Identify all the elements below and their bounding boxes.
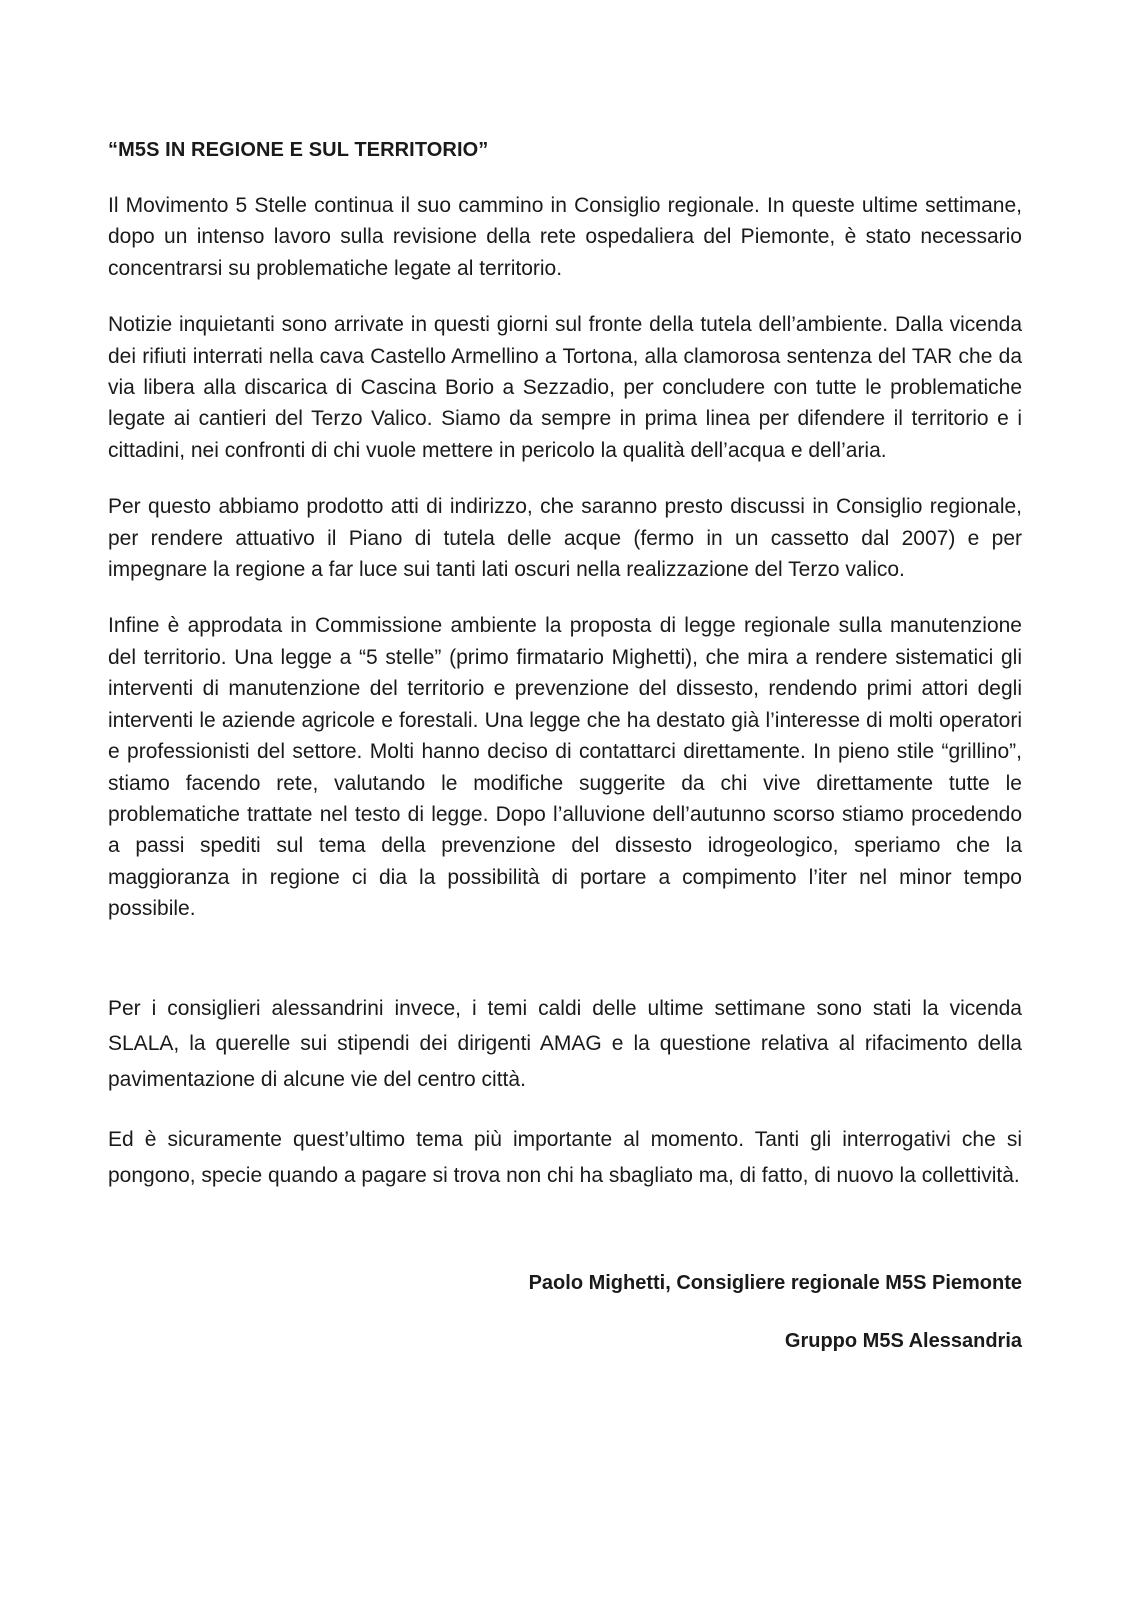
paragraph-intro: Il Movimento 5 Stelle continua il suo cammino in Consiglio regionale. In queste ultime settimane, dopo un intenso lavoro sulla revisione della rete ospedaliera del Piemonte, è stato necessario concentrarsi su problematiche legate al territorio. bbox=[108, 194, 1022, 280]
signature-group: Gruppo M5S Alessandria bbox=[784, 1330, 1022, 1353]
paragraph-conclusion: Ed è sicuramente quest’ultimo tema più importante al momento. Tanti gli interrogativi che si pongono, specie quando a pagare si trova non chi ha sbagliato ma, di fatto, di nuovo la collettività. bbox=[108, 1128, 1022, 1187]
paragraph-acts: Per questo abbiamo prodotto atti di indirizzo, che saranno presto discussi in Consiglio regionale, per rendere attuativo il Piano di tutela delle acque (fermo in un cassetto dal 2007) e per impegnare la regione a far luce sui tanti lati oscuri nella realizzazione del Terzo valico. bbox=[108, 495, 1022, 582]
paragraph-environment: Notizie inquietanti sono arrivate in questi giorni sul fronte della tutela dell’ambiente. Dalla vicenda dei rifiuti interrati nella cava Castello Armellino a Tortona, alla clamorosa sentenza del TAR che da via libera alla discarica di Cascina Borio a Sezzadio, per concludere con tutte le problematiche legate ai cantieri del Terzo Valico. Siamo da sempre in prima linea per difendere il territorio e i cittadini, nei confronti di chi vuole mettere in pericolo la qualità dell’acqua e dell’aria. bbox=[108, 313, 1022, 462]
paragraph-law: Infine è approdata in Commissione ambiente la proposta di legge regionale sulla manutenzione del territorio. Una legge a “5 stelle” (primo firmatario Mighetti), che mira a rendere sistematici gli interventi di manutenzione del territorio e prevenzione del dissesto, rendendo primi attori degli interventi le aziende agricole e forestali. Una legge che ha destato già l’interesse di molti operatori e professionisti del settore. Molti hanno deciso di contattarci direttamente. In pieno stile “grillino”, stiamo facendo rete, valutando le modifiche suggerite da chi vive direttamente tutte le problematiche trattate nel testo di legge. Dopo l’alluvione dell’autunno scorso stiamo procedendo a passi spediti sul tema della prevenzione del dissesto idrogeologico, speriamo che la maggioranza in regione ci dia la possibilità di portare a compimento l’iter nel minor tempo possibile. bbox=[108, 614, 1022, 921]
paragraph-alessandria: Per i consiglieri alessandrini invece, i temi caldi delle ultime settimane sono stati la vicenda SLALA, la querelle sui stipendi dei dirigenti AMAG e la questione relativa al rifacimento della pavimentazione di alcune vie del centro città. bbox=[108, 996, 1022, 1091]
document-title: “M5S IN REGIONE E SUL TERRITORIO” bbox=[108, 139, 489, 161]
document-page bbox=[108, 136, 1022, 1355]
signature-author: Paolo Mighetti, Consigliere regionale M5S Piemonte bbox=[528, 1272, 1022, 1295]
